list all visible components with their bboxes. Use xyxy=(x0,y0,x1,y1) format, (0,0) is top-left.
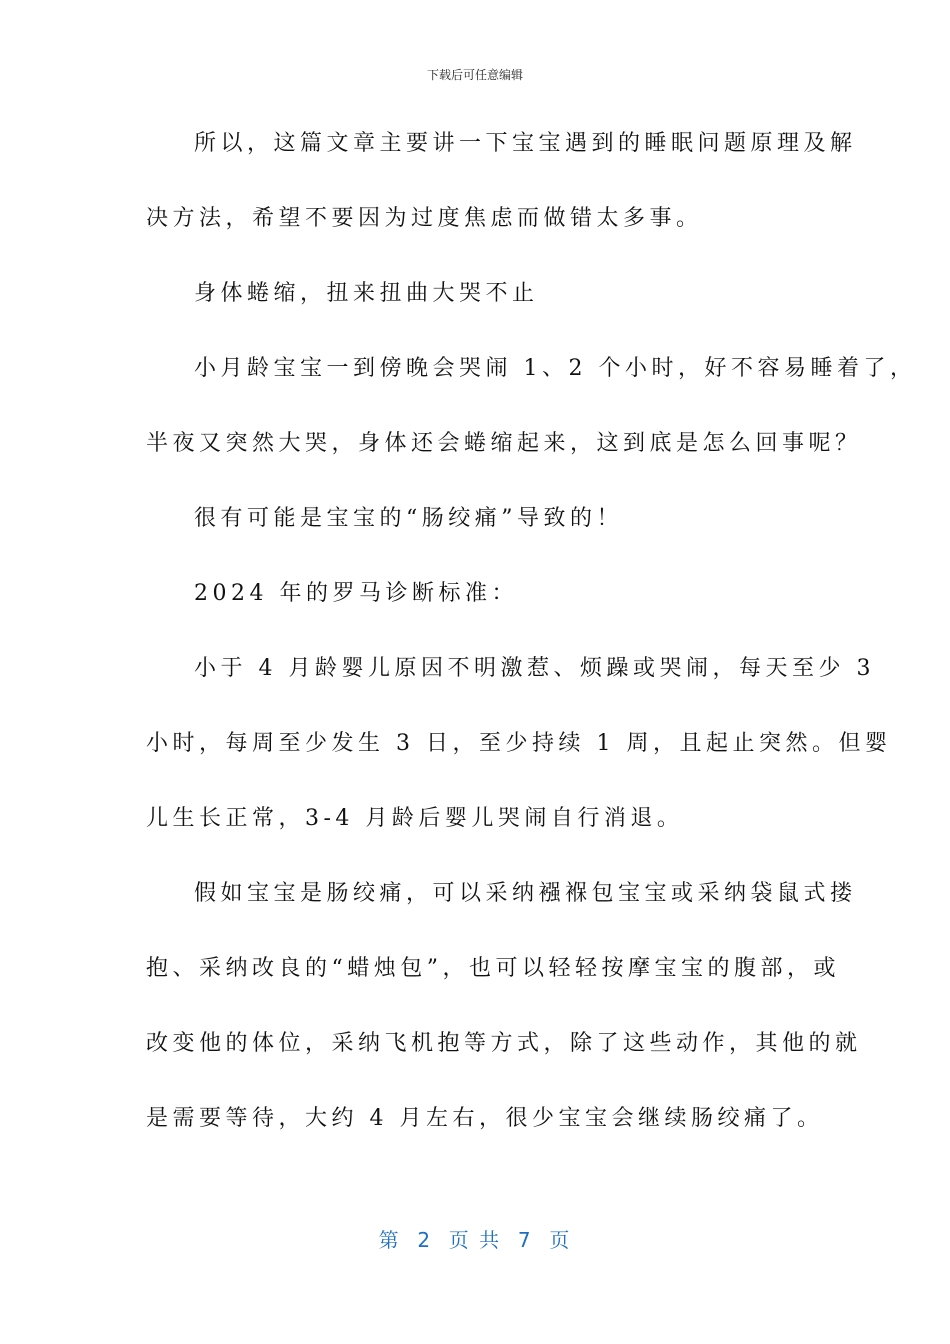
header-note: 下载后可任意编辑 xyxy=(426,68,523,82)
paragraph-line: 2024 年的罗马诊断标准： xyxy=(194,581,518,606)
paragraph-line: 小时，每周至少发生 3 日，至少持续 1 周，且起止突然。但婴 xyxy=(146,731,892,756)
section-heading: 身体蜷缩，扭来扭曲大哭不止 xyxy=(194,281,539,306)
paragraph-line: 半夜又突然大哭，身体还会蜷缩起来，这到底是怎么回事呢？ xyxy=(146,431,862,456)
paragraph-line: 是需要等待，大约 4 月左右，很少宝宝会继续肠绞痛了。 xyxy=(146,1106,824,1131)
paragraph-line: 小于 4 月龄婴儿原因不明激惹、烦躁或哭闹，每天至少 3 xyxy=(194,656,875,681)
paragraph-line: 决方法，希望不要因为过度焦虑而做错太多事。 xyxy=(146,206,703,231)
paragraph-line: 改变他的体位，采纳飞机抱等方式，除了这些动作，其他的就 xyxy=(146,1031,862,1056)
page-number: 第 2 页 共 7 页 xyxy=(378,1228,572,1252)
paragraph-line: 小月龄宝宝一到傍晚会哭闹 1、2 个小时，好不容易睡着了， xyxy=(194,356,917,381)
paragraph-line: 所以，这篇文章主要讲一下宝宝遇到的睡眠问题原理及解 xyxy=(194,131,857,156)
paragraph-line: 儿生长正常，3-4 月龄后婴儿哭闹自行消退。 xyxy=(146,806,684,831)
paragraph-line: 假如宝宝是肠绞痛，可以采纳襁褓包宝宝或采纳袋鼠式搂 xyxy=(194,881,857,906)
paragraph-line: 很有可能是宝宝的“肠绞痛”导致的！ xyxy=(194,506,623,531)
page-footer xyxy=(0,1224,950,1253)
paragraph-line: 抱、采纳改良的“蜡烛包”，也可以轻轻按摩宝宝的腹部，或 xyxy=(146,956,840,981)
